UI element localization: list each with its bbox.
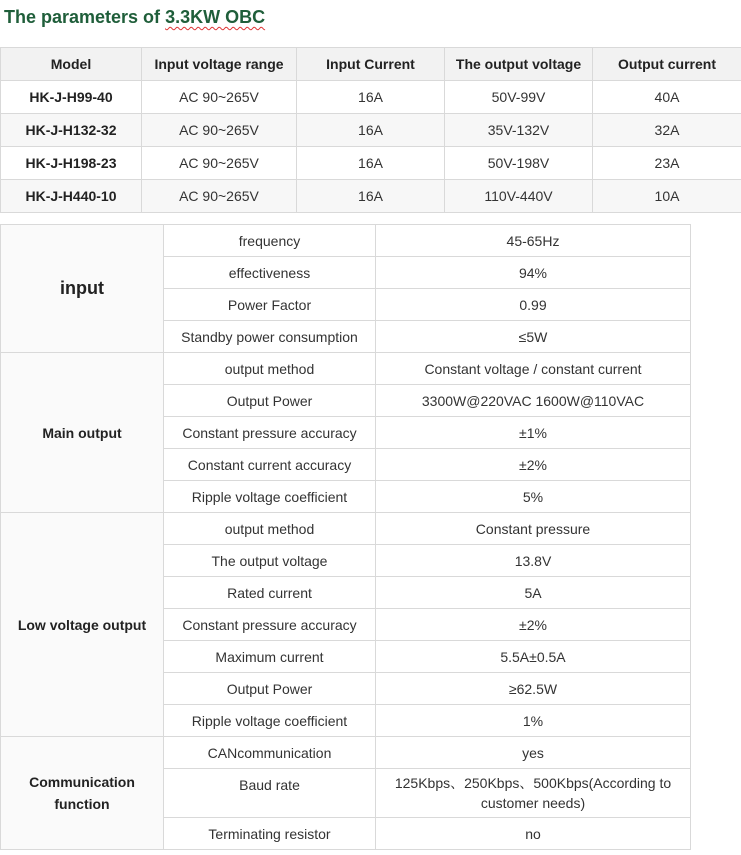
param-value: 0.99 xyxy=(376,289,691,321)
output-voltage-cell: 35V-132V xyxy=(445,114,593,147)
input-voltage-cell: AC 90~265V xyxy=(142,114,297,147)
table-row xyxy=(1,513,691,545)
param-name: Constant pressure accuracy xyxy=(164,609,376,641)
group-label-main-output: Main output xyxy=(1,353,164,513)
param-name: effectiveness xyxy=(164,257,376,289)
param-value: 3300W@220VAC 1600W@110VAC xyxy=(376,385,691,417)
param-name: Ripple voltage coefficient xyxy=(164,481,376,513)
title-product: 3.3KW OBC xyxy=(165,7,266,27)
column-header-output-current: Output current xyxy=(593,48,741,81)
param-value: 5.5A±0.5A xyxy=(376,641,691,673)
param-value: no xyxy=(376,818,691,850)
param-name: Baud rate xyxy=(164,769,376,818)
param-value: 45-65Hz xyxy=(376,225,691,257)
param-value: Constant voltage / constant current xyxy=(376,353,691,385)
param-value: 5A xyxy=(376,577,691,609)
column-header-input-current: Input Current xyxy=(297,48,445,81)
param-name: Power Factor xyxy=(164,289,376,321)
model-cell: HK-J-H440-10 xyxy=(1,180,142,213)
output-current-cell: 23A xyxy=(593,147,741,180)
model-cell: HK-J-H198-23 xyxy=(1,147,142,180)
specs-table xyxy=(0,224,691,850)
output-current-cell: 10A xyxy=(593,180,741,213)
input-current-cell: 16A xyxy=(297,180,445,213)
param-value: 1% xyxy=(376,705,691,737)
param-name: The output voltage xyxy=(164,545,376,577)
param-name: output method xyxy=(164,353,376,385)
input-current-cell: 16A xyxy=(297,81,445,114)
column-header-output-voltage: The output voltage xyxy=(445,48,593,81)
param-name: Standby power consumption xyxy=(164,321,376,353)
output-voltage-cell: 50V-198V xyxy=(445,147,593,180)
model-cell: HK-J-H132-32 xyxy=(1,114,142,147)
param-value: 5% xyxy=(376,481,691,513)
param-value: yes xyxy=(376,737,691,769)
table-row xyxy=(1,114,741,147)
output-current-cell: 32A xyxy=(593,114,741,147)
group-label-input: input xyxy=(1,225,164,353)
input-voltage-cell: AC 90~265V xyxy=(142,147,297,180)
table-row xyxy=(1,180,741,213)
group-label-communication: Communication function xyxy=(1,737,164,850)
param-name: Output Power xyxy=(164,385,376,417)
output-voltage-cell: 110V-440V xyxy=(445,180,593,213)
param-name: frequency xyxy=(164,225,376,257)
title-prefix: The parameters of xyxy=(4,7,166,27)
input-voltage-cell: AC 90~265V xyxy=(142,180,297,213)
column-header-model: Model xyxy=(1,48,142,81)
param-value: ±2% xyxy=(376,449,691,481)
param-name: Output Power xyxy=(164,673,376,705)
models-header-row xyxy=(1,48,741,81)
table-row xyxy=(1,147,741,180)
param-value: ±2% xyxy=(376,609,691,641)
param-name: Ripple voltage coefficient xyxy=(164,705,376,737)
input-current-cell: 16A xyxy=(297,147,445,180)
column-header-input-voltage: Input voltage range xyxy=(142,48,297,81)
table-row xyxy=(1,737,691,769)
param-name: Terminating resistor xyxy=(164,818,376,850)
param-name: Constant pressure accuracy xyxy=(164,417,376,449)
param-name: Maximum current xyxy=(164,641,376,673)
param-name: CANcommunication xyxy=(164,737,376,769)
input-voltage-cell: AC 90~265V xyxy=(142,81,297,114)
param-value: Constant pressure xyxy=(376,513,691,545)
model-cell: HK-J-H99-40 xyxy=(1,81,142,114)
param-value: ≥62.5W xyxy=(376,673,691,705)
page-title xyxy=(4,4,265,30)
table-row xyxy=(1,353,691,385)
group-label-low-voltage-output: Low voltage output xyxy=(1,513,164,737)
table-row xyxy=(1,225,691,257)
param-name: Rated current xyxy=(164,577,376,609)
input-current-cell: 16A xyxy=(297,114,445,147)
models-table xyxy=(0,47,741,213)
param-value: 13.8V xyxy=(376,545,691,577)
param-value: ±1% xyxy=(376,417,691,449)
param-name: Constant current accuracy xyxy=(164,449,376,481)
output-voltage-cell: 50V-99V xyxy=(445,81,593,114)
param-value: 125Kbps、250Kbps、500Kbps(According to customer needs) xyxy=(376,769,691,818)
output-current-cell: 40A xyxy=(593,81,741,114)
param-value: 94% xyxy=(376,257,691,289)
table-row xyxy=(1,81,741,114)
param-value: ≤5W xyxy=(376,321,691,353)
param-name: output method xyxy=(164,513,376,545)
